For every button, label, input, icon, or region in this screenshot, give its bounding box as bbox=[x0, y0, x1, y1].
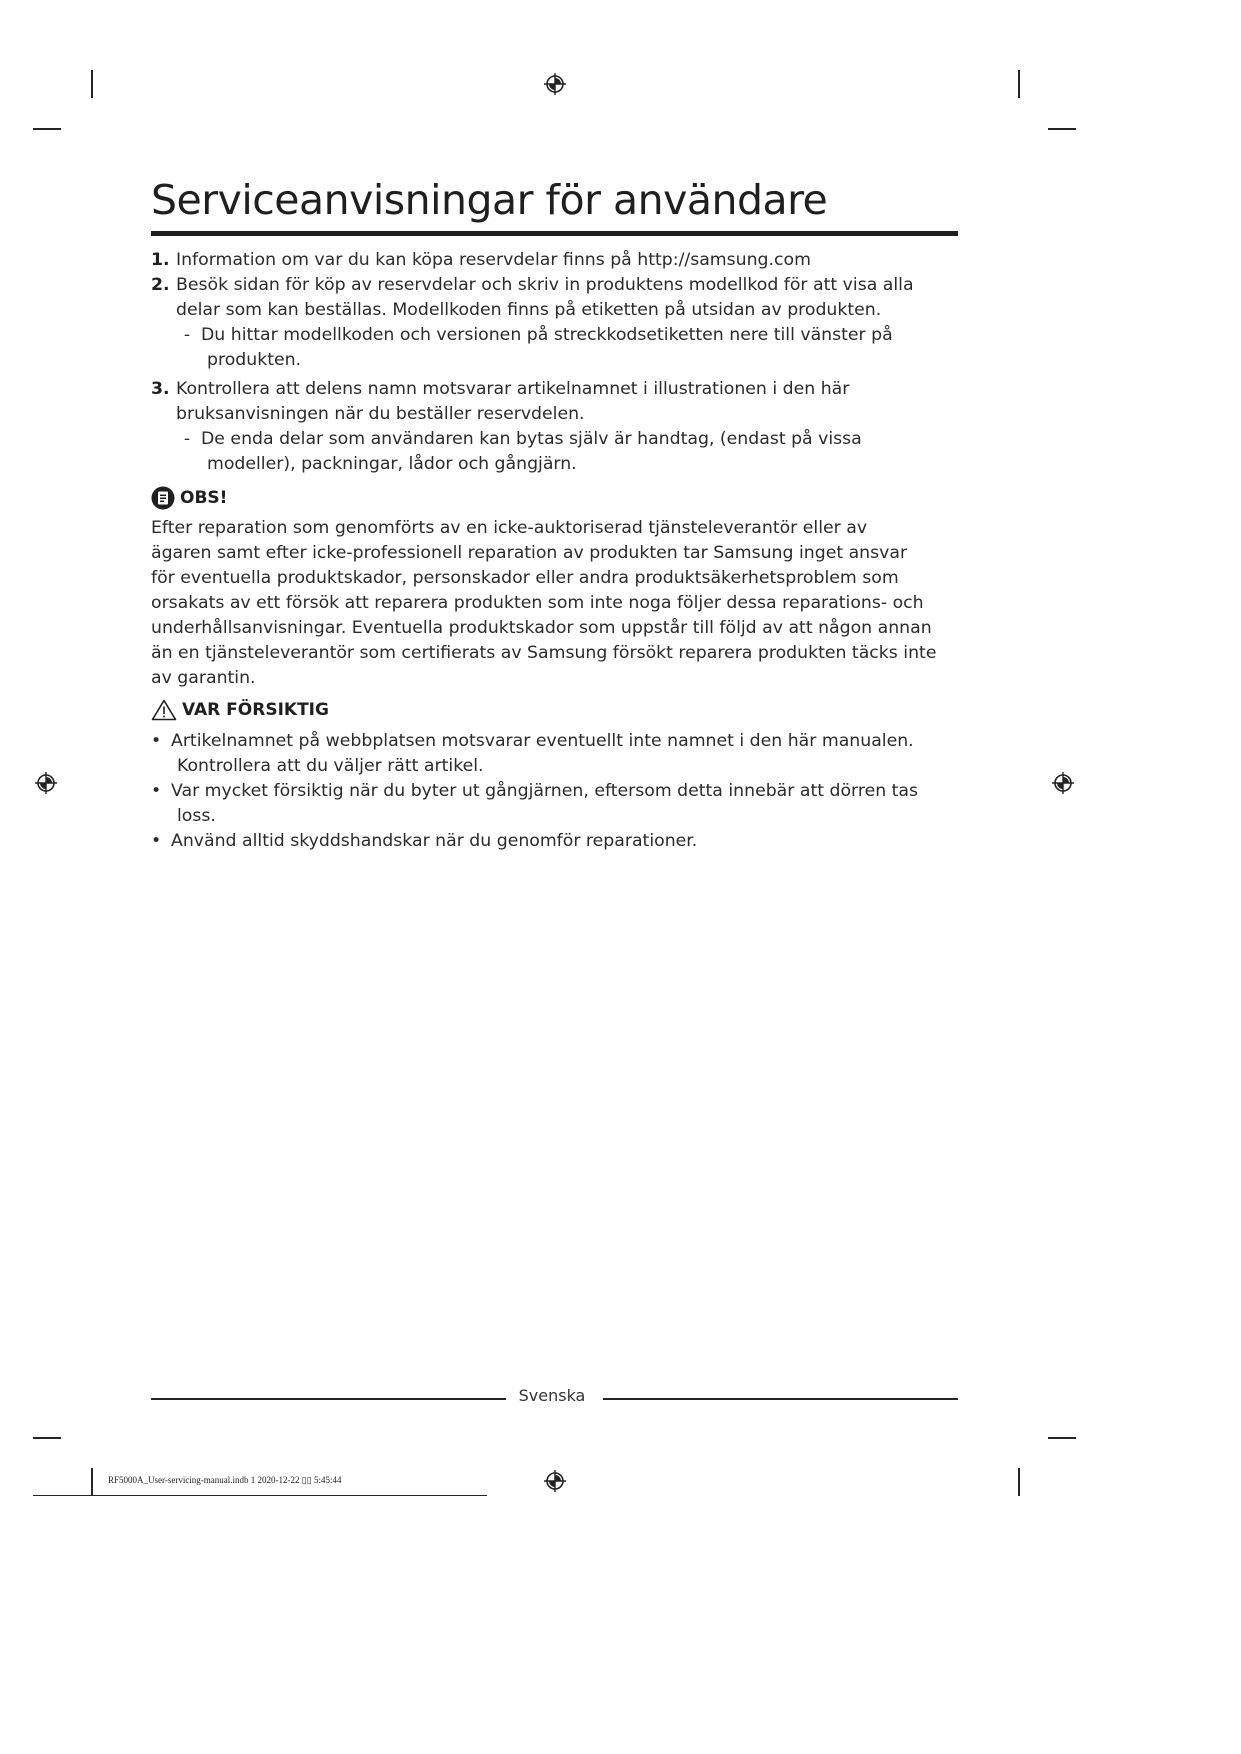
crop-mark-top-right-horizontal bbox=[1048, 128, 1076, 130]
caution-list bbox=[151, 729, 961, 854]
subitem-text-line: produkten. bbox=[207, 350, 302, 370]
footer-rule-right bbox=[603, 1398, 958, 1400]
print-slug: RF5000A_User-servicing-manual.indb 1 2020-12-22 ▯▯ 5:45:44 bbox=[108, 1475, 342, 1485]
subitem-text-line: De enda delar som användaren kan bytas själv är handtag, (endast på vissa bbox=[201, 429, 862, 449]
crop-mark-bottom-left-vertical bbox=[91, 1468, 93, 1496]
caution-text-line: Kontrollera att du väljer rätt artikel. bbox=[177, 756, 484, 776]
bullet-marker: • bbox=[151, 831, 162, 851]
crop-mark-bottom-right-vertical bbox=[1018, 1468, 1020, 1496]
registration-mark-left-icon bbox=[35, 772, 57, 794]
dash-marker: - bbox=[183, 325, 191, 345]
warning-icon bbox=[151, 699, 177, 721]
crop-mark-top-left-vertical bbox=[91, 70, 93, 98]
step-text-line: bruksanvisningen när du beställer reservdelen. bbox=[176, 404, 585, 424]
caution-text-line: Använd alltid skyddshandskar när du genomför reparationer. bbox=[171, 831, 698, 851]
note-text-line: orsakats av ett försök att reparera produkten som inte noga följer dessa reparations- och bbox=[151, 593, 924, 613]
caution-text-line: Var mycket försiktig när du byter ut gångjärnen, eftersom detta innebär att dörren tas bbox=[171, 781, 919, 801]
service-steps-list bbox=[151, 248, 961, 477]
caution-item bbox=[151, 729, 961, 779]
step-text-line: Kontrollera att delens namn motsvarar artikelnamnet i illustrationen i den här bbox=[176, 379, 850, 399]
caution-text-line: Artikelnamnet på webbplatsen motsvarar eventuellt inte namnet i den här manualen. bbox=[171, 731, 914, 751]
step-number: 1. bbox=[151, 250, 170, 270]
dash-marker: - bbox=[183, 429, 191, 449]
note-heading bbox=[151, 486, 227, 510]
subitem-text-line: Du hittar modellkoden och versionen på streckkodsetiketten nere till vänster på bbox=[201, 325, 893, 345]
slug-baseline bbox=[33, 1495, 487, 1496]
note-text-line: än en tjänsteleverantör som certifierats av Samsung försökt reparera produkten täcks inte bbox=[151, 643, 937, 663]
caution-item bbox=[151, 779, 961, 829]
caution-item bbox=[151, 829, 961, 854]
caution-text-line: loss. bbox=[177, 806, 216, 826]
note-text-line: underhållsanvisningar. Eventuella produktskador som uppstår till följd av att någon annan bbox=[151, 618, 932, 638]
registration-mark-top-icon bbox=[544, 73, 566, 95]
note-text-line: Efter reparation som genomförts av en icke-auktoriserad tjänsteleverantör eller av bbox=[151, 518, 868, 538]
step-text-line: Besök sidan för köp av reservdelar och skriv in produktens modellkod för att visa alla bbox=[176, 275, 914, 295]
registration-mark-bottom-icon bbox=[544, 1470, 566, 1492]
bullet-marker: • bbox=[151, 731, 162, 751]
note-body bbox=[151, 516, 961, 691]
footer-language: Svenska bbox=[518, 1386, 586, 1405]
note-heading-label: OBS! bbox=[180, 488, 228, 508]
title-underline bbox=[151, 231, 958, 236]
step-2 bbox=[151, 273, 961, 373]
step-2-subitem bbox=[176, 323, 961, 373]
step-1 bbox=[151, 248, 961, 273]
note-text-line: ägaren samt efter icke-professionell reparation av produkten tar Samsung inget ansvar bbox=[151, 543, 908, 563]
crop-mark-top-left-horizontal bbox=[33, 128, 61, 130]
note-text-line: för eventuella produktskador, personskador eller andra produktsäkerhetsproblem som bbox=[151, 568, 899, 588]
crop-mark-bottom-right-horizontal bbox=[1048, 1437, 1076, 1439]
caution-heading bbox=[151, 699, 329, 721]
step-3 bbox=[151, 377, 961, 477]
bullet-marker: • bbox=[151, 781, 162, 801]
step-number: 2. bbox=[151, 275, 170, 295]
note-icon bbox=[151, 486, 175, 510]
crop-mark-top-right-vertical bbox=[1018, 70, 1020, 98]
crop-mark-bottom-left-horizontal bbox=[33, 1437, 61, 1439]
footer-rule-left bbox=[151, 1398, 506, 1400]
step-3-subitem bbox=[176, 427, 961, 477]
step-text-line: Information om var du kan köpa reservdelar finns på http://samsung.com bbox=[176, 250, 811, 270]
step-text-line: delar som kan beställas. Modellkoden finns på etiketten på utsidan av produkten. bbox=[176, 300, 882, 320]
registration-mark-right-icon bbox=[1052, 772, 1074, 794]
note-text-line: av garantin. bbox=[151, 668, 256, 688]
step-number: 3. bbox=[151, 379, 170, 399]
subitem-text-line: modeller), packningar, lådor och gångjärn. bbox=[207, 454, 577, 474]
page-title: Serviceanvisningar för användare bbox=[151, 176, 828, 224]
caution-heading-label: VAR FÖRSIKTIG bbox=[182, 700, 329, 720]
